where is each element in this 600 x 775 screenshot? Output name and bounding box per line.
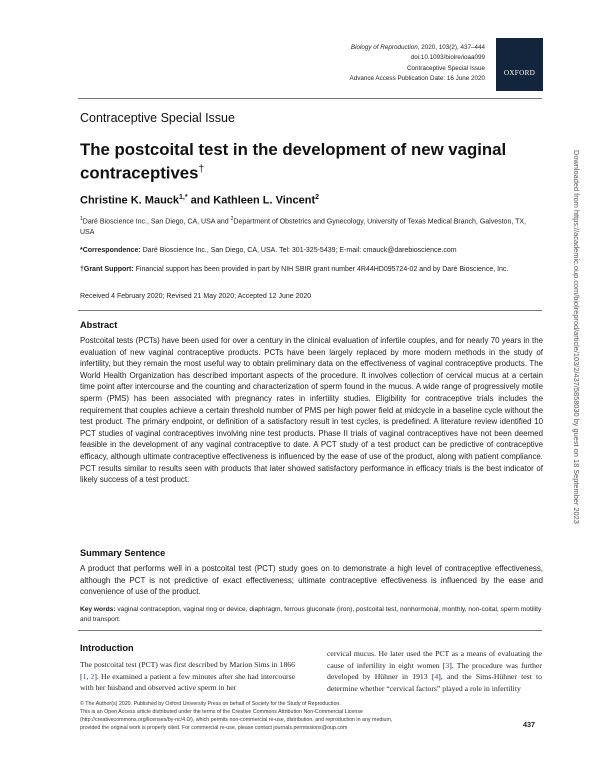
summary-text: A product that performs well in a postcoital test (PCT) study goes on to demonstrate a high level of contraceptive effectiveness, although the PCT is not predictive of exact effectiveness; ultimate contraceptive effectiveness is influenced by the ease and convenience of use of the product. [80,564,543,597]
issue-type: Contraceptive Special Issue [406,64,485,72]
advance-access-date: Advance Access Publication Date: 16 June 2020 [349,74,485,82]
citation-link[interactable]: 1 [82,671,87,681]
header-divider [78,98,542,99]
introduction-heading: Introduction [80,643,134,653]
intro-left-column: The postcoital test (PCT) was first described by Marion Sims in 1866 [1, 2]. He examined a patient a few minutes after she had intercourse with her husband and observed active sperm in her [80,660,295,693]
journal-citation: Biology of Reproduction, 2020, 103(2), 437–444 [350,44,485,51]
author-name[interactable]: Kathleen L. Vincent [213,194,316,207]
page-number: 437 [523,720,535,729]
keywords-divider [78,630,542,631]
doi-link[interactable]: doi:10.1093/biolre/ioaa099 [410,54,485,62]
journal-name: Biology of Reproduction [350,44,418,51]
article-title: The postcoital test in the development of new vaginal contraceptives† [80,140,507,183]
summary-heading: Summary Sentence [80,548,166,558]
citation-link[interactable]: 4 [434,672,439,682]
citation-link[interactable]: 3 [445,660,450,670]
keywords: Key words: vaginal contraception, vaginal ring or device, diaphragm, ferrous gluconate (iron), postcoital test, nonhormonal, monthly, non-coital, sperm motility and transport. [80,606,542,623]
citation-link[interactable]: 2 [90,671,95,681]
license-link[interactable]: (http://creativecommons.org/licenses/by-nc/4.0/), which permits non-commercial re-use, distribution, and reproduction in any medium, [80,717,393,723]
abstract-heading: Abstract [80,320,118,330]
abstract-text: Postcoital tests (PCTs) have been used for over a century in the clinical evaluation of infertile couples, and for nearly 70 years in the evaluation of new vaginal contraceptive products. PCTs have been largely replaced by more modern methods in the study of infertility, but they remain the most useful way to obtain preliminary data on the effectiveness of vaginal contraceptive products. The World Health Organization has described important aspects of the procedure. It involves collection of cervical mucus at a certain time point after intercourse and the counting and characterization of sperm found in the mucus. A wide range of progressively motile sperm (PMS) has been associated with pregnancy rates in infertility studies. Eligibility for contraceptive trials includes the requirement that couples achieve a certain threshold number of PMS per high power field at midcycle in a baseline cycle without the test product. The primary endpoint, or definition of a satisfactory result in test cycles, is predefined. A literature review identified 10 PCT studies of vaginal contraceptives involving nine test products. Phase II trials of vaginal contraceptives have not been deemed feasible in the development of any vaginal contraceptive to date. A PCT study of a test product can be predictive of contraceptive efficacy, although ultimate contraceptive effectiveness is influenced by the ease of use of the product, along with patient compliance. PCT results similar to results seen with products that later showed satisfactory performance in efficacy trials is the best indicator of likely success of a test product. [80,336,543,485]
author-name[interactable]: Christine K. Mauck [80,194,180,207]
grant-support: †Grant Support: Financial support has been provided in part by NIH SBIR grant number 4R44HD095724-02 and by Daré Bioscience, Inc. [80,266,509,273]
section-label: Contraceptive Special Issue [80,111,235,125]
correspondence: *Correspondence: Daré Bioscience Inc., San Diego, CA, USA. Tel: 301-325-5439; E-mail: cmauck@darebioscience.com [80,247,457,254]
affiliations: $^1$Daré Bioscience Inc., San Diego, CA, USA and $^2$Department of Obstetrics and Gynecology, University of Texas Medical Branch, Galveston, TX, USA [80,216,526,236]
copyright-footer: © The Author(s) 2020. Published by Oxford University Press on behalf of Society for the Study of Reproduction. This is an Open Access article distributed under the terms of the Creative Commons Attribution Non-Commercial License (http://creativecommons.org/licenses/by-nc/4.0/), which permits non-commercial re-use, distribution, and reproduction in any medium, provided the original work is properly cited. For commercial re-use, please contact journals.permissions@oup.com [80,700,500,732]
intro-right-column: cervical mucus. He later used the PCT as a means of evaluating the cause of infertility in eight women [3]. The procedure was further developed by Hühner in 1913 [4], and the Sims-Hühner test to determine whether “cervical factors” played a role in infertility [327,649,542,693]
download-watermark: Downloaded from https://academic.oup.com/biolreprod/article/103/2/437/5858030 by guest on 18 September 2023 [572,150,581,524]
dates-divider [78,310,542,311]
title-footnote-mark[interactable]: † [198,164,205,175]
journal-header [225,43,485,84]
article-dates: Received 4 February 2020; Revised 21 May 2020; Accepted 12 June 2020 [80,293,312,300]
author-list: Christine K. Mauck$^{1,*}$ and Kathleen L. Vincent$^2$ [80,194,320,207]
oxford-logo[interactable]: OXFORD [496,38,543,91]
